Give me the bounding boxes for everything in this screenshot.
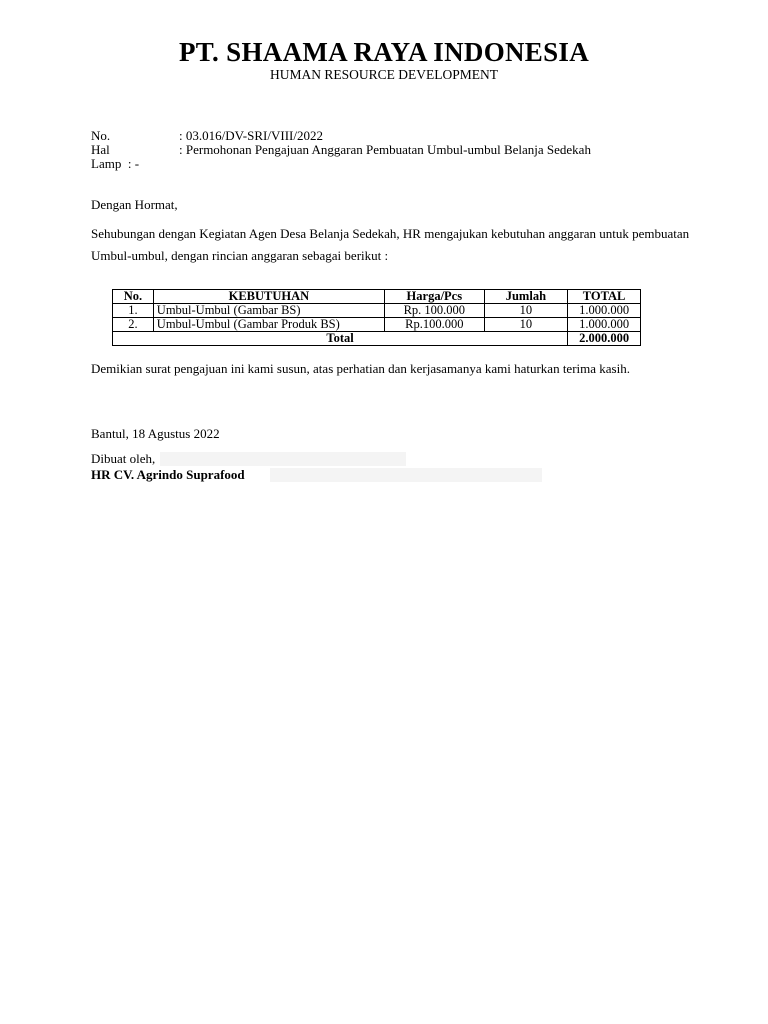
total-label: Total: [113, 332, 568, 346]
letter-number-value: : 03.016/DV-SRI/VIII/2022: [179, 128, 323, 143]
row-no: 2.: [113, 318, 154, 332]
budget-table: [112, 289, 641, 346]
intro-paragraph: Sehubungan dengan Kegiatan Agen Desa Belanja Sedekah, HR mengajukan kebutuhan anggaran untuk pembuatan Umbul-umbul, dengan rincian anggaran sebagai berikut :: [91, 226, 690, 263]
row-jumlah: 10: [484, 318, 568, 332]
total-value: 2.000.000: [568, 332, 641, 346]
letter-subject-value: : Permohonan Pengajuan Anggaran Pembuatan Umbul-umbul Belanja Sedekah: [179, 142, 591, 157]
company-name: PT. SHAAMA RAYA INDONESIA: [178, 37, 590, 67]
closing-paragraph: Demikian surat pengajuan ini kami susun, atas perhatian dan kerjasamanya kami haturkan terima kasih.: [91, 361, 630, 376]
letter-attachment: [91, 156, 139, 171]
letter-subject: [91, 142, 591, 157]
table-row: [113, 318, 641, 332]
letter-attachment-value: : -: [127, 156, 140, 171]
row-harga: Rp.100.000: [385, 318, 485, 332]
row-total: 1.000.000: [568, 318, 641, 332]
table-header-row: [113, 290, 641, 304]
row-no: 1.: [113, 304, 154, 318]
letter-attachment-label: Lamp: [91, 156, 122, 171]
made-by-label: Dibuat oleh,: [91, 451, 156, 466]
department-name: HUMAN RESOURCE DEVELOPMENT: [269, 67, 498, 82]
table-total-row: [113, 332, 641, 346]
row-jumlah: 10: [484, 304, 568, 318]
header-kebutuhan: KEBUTUHAN: [153, 290, 384, 304]
row-kebutuhan: Umbul-Umbul (Gambar Produk BS): [153, 318, 384, 332]
header-harga: Harga/Pcs: [385, 290, 485, 304]
header-jumlah: Jumlah: [484, 290, 568, 304]
table-row: [113, 304, 641, 318]
row-total: 1.000.000: [568, 304, 641, 318]
header-total: TOTAL: [568, 290, 641, 304]
letter-subject-label: Hal: [91, 142, 110, 157]
letter-date: Bantul, 18 Agustus 2022: [91, 426, 220, 441]
signer-name: HR CV. Agrindo Suprafood: [91, 467, 245, 482]
header-no: No.: [113, 290, 154, 304]
letter-number: [91, 128, 323, 143]
row-harga: Rp. 100.000: [385, 304, 485, 318]
row-kebutuhan: Umbul-Umbul (Gambar BS): [153, 304, 384, 318]
greeting: Dengan Hormat,: [91, 197, 178, 212]
letter-number-label: No.: [91, 128, 111, 143]
